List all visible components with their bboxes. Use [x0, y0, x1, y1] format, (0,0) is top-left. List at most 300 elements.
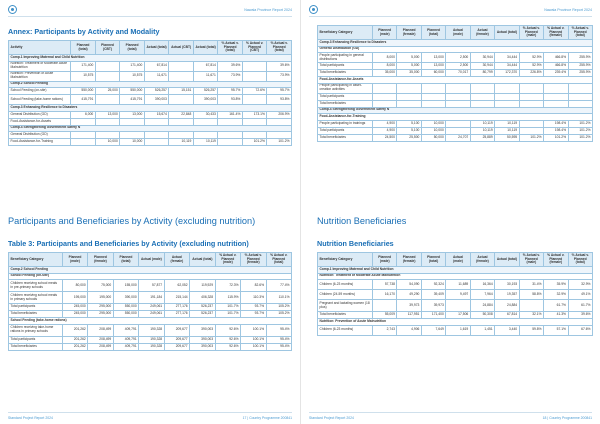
table-header-row: [318, 26, 593, 40]
table-cell: 39,973: [397, 300, 421, 312]
table-cell: [519, 120, 543, 127]
table-cell: 409,791: [113, 324, 138, 336]
column-header: Planned (female): [397, 26, 421, 40]
table-cell: 390,003: [144, 95, 169, 105]
row-label: Children (24-59 months): [318, 290, 373, 300]
agency-logo-icon: [8, 5, 17, 14]
table-cell: [470, 83, 494, 93]
table-cell: 82.6%: [241, 280, 266, 292]
table-cell: 19,357: [495, 290, 519, 300]
table-cell: 30,944: [470, 63, 494, 70]
table-cell: [218, 118, 243, 125]
row-label: Children (6-23 months): [318, 325, 373, 335]
row-label: People participating in asset-creation activities: [318, 83, 373, 93]
table-cell: 171,400: [120, 61, 145, 71]
table-cell: [446, 127, 470, 134]
table-cell: 10,119: [169, 139, 194, 146]
agency-logo-icon: [309, 5, 318, 14]
table-row: [318, 325, 593, 335]
table-cell: 58.8%: [519, 290, 543, 300]
table-cell: 117,951: [397, 312, 421, 319]
row-label: Nutrition: Prevention of Acute Malnutrition: [318, 319, 593, 326]
row-label: Total participants: [318, 93, 373, 100]
table-cell: 110.3%: [241, 292, 266, 304]
row-label: Children (6-23 months): [318, 280, 373, 290]
table-cell: [242, 61, 267, 71]
table-cell: [373, 300, 397, 312]
table-cell: 32.1%: [519, 312, 543, 319]
table-cell: 101.2%: [242, 139, 267, 146]
annex-title: Annex: Participants by Activity and Modality: [8, 27, 160, 36]
table-cell: 2,743: [373, 325, 397, 335]
table-cell: 390,003: [190, 324, 215, 336]
table-cell: [144, 118, 169, 125]
table-cell: 7,964: [470, 290, 494, 300]
table-cell: 72.3%: [215, 280, 240, 292]
table-cell: 35,000: [373, 70, 397, 77]
table-cell: 10,575: [71, 71, 96, 81]
table-cell: [544, 93, 568, 100]
row-label: School Feeding (take-home rations): [9, 95, 71, 105]
column-header: % Actual v. Planned (female): [544, 253, 568, 267]
table-cell: 390,000: [113, 292, 138, 304]
row-label: Comp.4 Strengthening Government Safety N: [9, 125, 292, 132]
table-cell: 73.9%: [218, 71, 243, 81]
table-cell: [169, 132, 194, 139]
table-cell: [519, 100, 543, 107]
table-cell: 13,000: [120, 111, 145, 118]
table-cell: 72.6%: [242, 88, 267, 95]
table-cell: 50,595: [495, 134, 519, 141]
table-cell: 409,791: [113, 336, 138, 343]
table-header-row: [9, 253, 292, 267]
row-label: General Distribution (GD): [318, 46, 593, 53]
row-label: Comp.1 Improving Maternal and Child Nutrition: [9, 55, 292, 62]
table-cell: [242, 71, 267, 81]
table-cell: 30,433: [193, 111, 218, 118]
table-cell: 101.2%: [519, 134, 543, 141]
annex-participants-table: [8, 40, 292, 146]
table-cell: 209,677: [164, 324, 189, 336]
table-cell: [421, 100, 445, 107]
page-header: [309, 3, 592, 17]
table-row: [318, 83, 593, 93]
table-cell: 24,884: [495, 300, 519, 312]
table-cell: 100.1%: [241, 324, 266, 336]
table-row: [9, 88, 292, 95]
table-cell: 16,170: [373, 290, 397, 300]
table-header-row: [318, 253, 593, 267]
table-cell: 4,900: [373, 120, 397, 127]
table-cell: 10,000: [421, 127, 445, 134]
table-cell: 277,176: [164, 304, 189, 311]
table-cell: 409,791: [113, 343, 138, 350]
table-cell: 59.8%: [519, 325, 543, 335]
table-cell: [71, 139, 96, 146]
table-cell: 277,176: [164, 311, 189, 318]
table-cell: [267, 132, 292, 139]
table-cell: 550,000: [113, 304, 138, 311]
header-report-title: Nawala Province Report 2024: [544, 7, 592, 12]
nutrition-section-title: Nutrition Beneficiaries: [317, 216, 407, 226]
table-cell: 73.9%: [267, 71, 292, 81]
table-cell: 61.7%: [544, 300, 568, 312]
table-cell: 190,328: [139, 336, 164, 343]
table-cell: 95.4%: [266, 336, 291, 343]
table-cell: [397, 83, 421, 93]
column-header: Planned (total): [120, 41, 145, 55]
table-row: [9, 311, 292, 318]
table-cell: [169, 95, 194, 105]
table-cell: 41.3%: [544, 312, 568, 319]
row-label: General Distribution (GD): [9, 111, 71, 118]
row-label: Total beneficiaries: [318, 312, 373, 319]
table-cell: 101.2%: [568, 127, 593, 134]
table-cell: 10,000: [120, 139, 145, 146]
table-cell: 39,409: [421, 290, 445, 300]
table-cell: 67.6%: [568, 325, 593, 335]
table-cell: 3,440: [495, 325, 519, 335]
table-cell: [169, 118, 194, 125]
column-header: % Actual v. Planned (CBT): [242, 41, 267, 55]
table-cell: [446, 100, 470, 107]
table-cell: 208,499: [88, 343, 113, 350]
column-header: % Actual v. Planned (male): [215, 253, 240, 267]
table-cell: 5,000: [397, 53, 421, 63]
table-cell: [470, 100, 494, 107]
table-cell: 105.2%: [266, 311, 291, 318]
table-row: [9, 336, 292, 343]
table-cell: 466.8%: [544, 63, 568, 70]
table-cell: 526,237: [190, 304, 215, 311]
table-cell: 8,000: [373, 63, 397, 70]
table-cell: 115.9%: [215, 292, 240, 304]
page-footer: [309, 412, 592, 420]
table-cell: 198.4%: [544, 120, 568, 127]
table-cell: 30,944: [470, 53, 494, 63]
table-cell: [242, 118, 267, 125]
table-cell: 34,444: [495, 53, 519, 63]
table-cell: 30,193: [495, 280, 519, 290]
table-cell: 15,151: [169, 88, 194, 95]
table-cell: [544, 100, 568, 107]
table-cell: [544, 83, 568, 93]
section-title: Participants and Beneficiaries by Activity (excluding nutrition): [8, 216, 256, 226]
row-label: People participating in trainings: [318, 120, 373, 127]
table-cell: 67,814: [495, 312, 519, 319]
column-header: Actual (female): [470, 26, 494, 40]
row-label: People participating in general distributions: [318, 53, 373, 63]
table-row: [9, 280, 292, 292]
table-cell: 92,324: [421, 280, 445, 290]
table-cell: 10,119: [495, 120, 519, 127]
table-cell: 226.8%: [519, 70, 543, 77]
row-label: Total beneficiaries: [318, 134, 373, 141]
table-cell: [95, 61, 120, 71]
column-header: % Actual v. Planned (total): [266, 253, 291, 267]
table-cell: 295,000: [88, 304, 113, 311]
row-label: Total participants: [318, 63, 373, 70]
table-cell: 39,973: [421, 300, 445, 312]
table-cell: 550,000: [113, 311, 138, 318]
table-cell: 95.4%: [266, 324, 291, 336]
table-cell: [495, 83, 519, 93]
row-label: Food-Assistance-for-Training: [9, 139, 71, 146]
table-cell: 13,000: [95, 111, 120, 118]
table-cell: 11,689: [446, 280, 470, 290]
table-cell: 60,000: [421, 70, 445, 77]
table-cell: [169, 71, 194, 81]
table-cell: [397, 93, 421, 100]
table-row: [318, 290, 593, 300]
table-cell: 550,000: [71, 88, 96, 95]
table-cell: [421, 93, 445, 100]
column-header: Actual (male): [139, 253, 164, 267]
table-cell: [519, 127, 543, 134]
row-label: Comp.3 Enhancing Resilience to Disasters: [9, 105, 292, 112]
table-cell: [144, 132, 169, 139]
table-cell: 24,500: [373, 134, 397, 141]
table-row: [318, 312, 593, 319]
table-cell: [397, 100, 421, 107]
table-cell: 24,884: [470, 300, 494, 312]
table-cell: 39.6%: [267, 61, 292, 71]
table-cell: 92.6%: [215, 324, 240, 336]
table-cell: 95.7%: [218, 88, 243, 95]
table-cell: 93.7%: [241, 304, 266, 311]
column-header: Actual (female): [164, 253, 189, 267]
table-cell: [446, 93, 470, 100]
table-cell: [446, 120, 470, 127]
table-cell: 57.1%: [544, 325, 568, 335]
table-cell: 209,677: [164, 336, 189, 343]
table-cell: 526,237: [190, 311, 215, 318]
table-cell: 10,119: [470, 127, 494, 134]
resilience-beneficiaries-table: [317, 25, 593, 142]
table-row: [9, 118, 292, 125]
table-cell: [568, 83, 593, 93]
table-row: [9, 95, 292, 105]
table-cell: 119,929: [190, 280, 215, 292]
row-label: Comp.2 School Feeding: [9, 81, 292, 88]
table-cell: 13,000: [421, 53, 445, 63]
table-cell: 201,262: [62, 324, 87, 336]
table-cell: 208,499: [88, 336, 113, 343]
table-cell: 249,061: [139, 311, 164, 318]
row-label: Total beneficiaries: [9, 311, 63, 318]
nutrition-beneficiaries-table: [317, 252, 593, 336]
table-cell: 52.9%: [519, 63, 543, 70]
table-cell: [568, 100, 593, 107]
row-label: Pregnant and lactating women (18 plus): [318, 300, 373, 312]
column-header: Actual (total): [495, 253, 519, 267]
table-cell: 255.9%: [568, 63, 593, 70]
table-row: [318, 280, 593, 290]
row-label: Food-Assistance-for-Assets: [9, 118, 71, 125]
table-cell: 191,184: [139, 292, 164, 304]
table-cell: 80,000: [62, 280, 87, 292]
table-cell: 50,000: [421, 134, 445, 141]
table-cell: 7,649: [421, 325, 445, 335]
row-label: Total beneficiaries: [318, 100, 373, 107]
table-cell: 1,619: [446, 325, 470, 335]
table-cell: [446, 300, 470, 312]
table-cell: 11,671: [193, 71, 218, 81]
table-row: [9, 324, 292, 336]
table-cell: [193, 132, 218, 139]
table-cell: [421, 83, 445, 93]
table-cell: [373, 83, 397, 93]
table-cell: 8,000: [373, 53, 397, 63]
table-cell: [495, 93, 519, 100]
table-cell: 67,814: [193, 61, 218, 71]
table-cell: 171,400: [421, 312, 445, 319]
column-header: Planned (male): [62, 253, 87, 267]
table3-title: Table 3: Participants and Beneficiaries by Activity (excluding nutrition): [8, 239, 249, 248]
table-cell: 526,257: [193, 88, 218, 95]
table-cell: 55,009: [373, 312, 397, 319]
table-cell: 105.2%: [266, 304, 291, 311]
table-cell: 190,328: [139, 343, 164, 350]
row-label: Total beneficiaries: [318, 70, 373, 77]
column-header: % Actual v. Planned (female): [241, 253, 266, 267]
row-label: Comp.4 Strengthening Government Safety N: [318, 107, 593, 114]
column-header: Actual (total): [190, 253, 215, 267]
column-header: % Actual v. Planned (female): [544, 26, 568, 40]
table-cell: 95.7%: [267, 88, 292, 95]
row-label: Comp.2 School Feeding: [9, 267, 292, 274]
column-header: % Actual v. Planned (total): [568, 253, 593, 267]
table-cell: 54,090: [397, 280, 421, 290]
row-label: General Distribution (GD): [9, 132, 71, 139]
table-cell: 249,061: [139, 304, 164, 311]
table-cell: 16,364: [470, 280, 494, 290]
table-cell: [267, 118, 292, 125]
table-cell: 406,328: [190, 292, 215, 304]
table-cell: 255.9%: [568, 70, 593, 77]
table-cell: [218, 139, 243, 146]
table-cell: 208,499: [88, 324, 113, 336]
table-cell: 5,000: [397, 63, 421, 70]
table-cell: 39.6%: [568, 312, 593, 319]
table-cell: 25,889: [470, 134, 494, 141]
table-cell: 50,308: [470, 312, 494, 319]
table-cell: 25,500: [397, 134, 421, 141]
nutrition-subsection-title: Nutrition Beneficiaries: [317, 239, 394, 248]
row-label: School Feeding (on-site): [9, 88, 71, 95]
table-cell: 215,144: [164, 292, 189, 304]
table-cell: 75,000: [88, 280, 113, 292]
table-cell: 201,262: [62, 343, 87, 350]
table-cell: 245,000: [62, 304, 87, 311]
row-label: Food-Assistance-for-Assets: [318, 77, 593, 84]
table-cell: 61.7%: [568, 300, 593, 312]
table-cell: [519, 93, 543, 100]
table-cell: [193, 118, 218, 125]
column-header: Actual (total): [144, 41, 169, 55]
column-header: Activity: [9, 41, 71, 55]
table-row: [318, 93, 593, 100]
table-cell: 49,290: [397, 290, 421, 300]
row-label: Total participants: [9, 304, 63, 311]
table-cell: 70,017: [446, 70, 470, 77]
table-row: [318, 63, 593, 70]
table-cell: 13,000: [421, 63, 445, 70]
table-cell: 4,906: [397, 325, 421, 335]
page-footer: [8, 412, 292, 420]
row-label: Total beneficiaries: [9, 343, 63, 350]
table-cell: 32.9%: [568, 280, 593, 290]
table-cell: 24,707: [446, 134, 470, 141]
table-row: [318, 70, 593, 77]
table-cell: [495, 100, 519, 107]
page-header: [8, 3, 292, 17]
row-label: Total participants: [318, 127, 373, 134]
table-row: [9, 71, 292, 81]
row-label: Children receiving school meals in primary schools: [9, 292, 63, 304]
table-cell: 2,500: [446, 63, 470, 70]
table-row: [9, 343, 292, 350]
table-cell: 10,575: [120, 71, 145, 81]
table-cell: 80,799: [470, 70, 494, 77]
row-label: Food-Assistance-for-Training: [318, 114, 593, 121]
table-cell: 295,000: [88, 311, 113, 318]
table-cell: [169, 61, 194, 71]
table-cell: 9,497: [446, 290, 470, 300]
column-header: Beneficiary Category: [318, 26, 373, 40]
row-label: Comp.3 Enhancing Resilience to Disasters: [318, 40, 593, 47]
table-cell: [120, 132, 145, 139]
table-cell: [144, 139, 169, 146]
table-cell: 110.1%: [266, 292, 291, 304]
table-row: [318, 120, 593, 127]
table-cell: 155,000: [113, 280, 138, 292]
table-cell: 95.4%: [266, 343, 291, 350]
table-cell: 17,506: [446, 312, 470, 319]
table-cell: [373, 100, 397, 107]
table-cell: 101.2%: [568, 120, 593, 127]
table-cell: 390,003: [190, 336, 215, 343]
table-cell: [95, 118, 120, 125]
table-cell: 31.4%: [519, 280, 543, 290]
table-cell: 390,003: [190, 343, 215, 350]
column-header: Planned (total): [421, 253, 445, 267]
table-cell: 1,451: [470, 325, 494, 335]
table-cell: 77.4%: [266, 280, 291, 292]
column-header: % Actual v. Planned (male): [519, 26, 543, 40]
table-cell: 415,791: [71, 95, 96, 105]
footer-right: 18 | Country Programme 200841: [542, 415, 592, 420]
table-cell: 10,000: [421, 120, 445, 127]
column-header: Planned (total): [113, 253, 138, 267]
table-cell: 239.4%: [544, 70, 568, 77]
table-row: [9, 139, 292, 146]
table-cell: 35,000: [397, 70, 421, 77]
table-cell: 92.6%: [215, 343, 240, 350]
table-cell: 93.8%: [218, 95, 243, 105]
table-cell: 171,400: [71, 61, 96, 71]
table-cell: 57,738: [373, 280, 397, 290]
table-cell: 101.7%: [215, 311, 240, 318]
table-cell: 415,791: [120, 95, 145, 105]
table-row: [318, 100, 593, 107]
table-cell: 34,444: [495, 63, 519, 70]
table-cell: 245,000: [62, 311, 87, 318]
row-label: School Feeding (take-home rations): [9, 318, 292, 325]
table-cell: [95, 71, 120, 81]
table-cell: 67,814: [144, 61, 169, 71]
table-row: [318, 300, 593, 312]
